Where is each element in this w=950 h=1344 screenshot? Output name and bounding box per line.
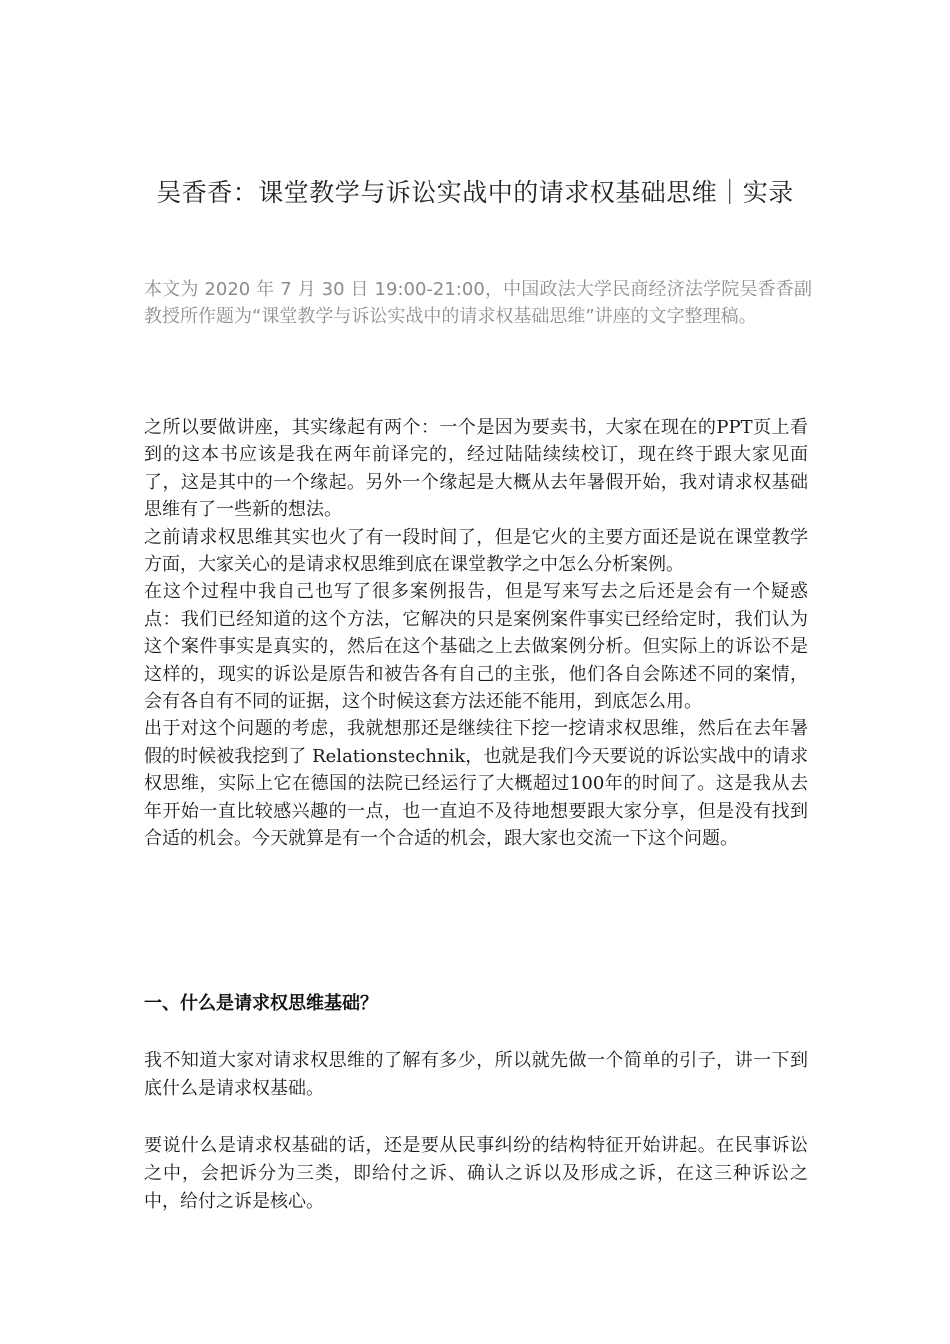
section-paragraph: 要说什么是请求权基础的话，还是要从民事纠纷的结构特征开始讲起。在民事诉讼之中，会把诉分为三类，即给付之诉、确认之诉以及形成之诉，在这三种诉讼之中，给付之诉是核心。 [144,1135,808,1212]
body-paragraph: 在这个过程中我自己也写了很多案例报告，但是写来写去之后还是会有一个疑惑点：我们已经知道的这个方法，它解决的只是案例案件事实已经给定时，我们认为这个案件事实是真实的，然后在这个基础之上去做案例分析。但实际上的诉讼不是这样的，现实的诉讼是原告和被告各有自己的主张，他们各自会陈述不同的案情，会有各自有不同的证据，这个时候这套方法还能不能用，到底怎么用。 [144,581,808,713]
section-paragraph: 我不知道大家对请求权思维的了解有多少，所以就先做一个简单的引子，讲一下到底什么是请求权基础。 [144,1050,808,1099]
article-body [144,414,808,853]
article-title: 吴香香：课堂教学与诉讼实战中的请求权基础思维｜实录 [156,178,794,207]
section-heading: 一、什么是请求权思维基础？ [144,993,378,1014]
body-paragraph: 出于对这个问题的考虑，我就想那还是继续往下挖一挖请求权思维，然后在去年暑假的时候被我挖到了 Relationstechnik，也就是我们今天要说的诉讼实战中的请求权思维，实际上它在德国的法院已经运行了大概超过100年的时间了。这是我从去年开始一直比较感兴趣的一点，也一直迫不及待地想要跟大家分享，但是没有找到合适的机会。今天就算是有一个合适的机会，跟大家也交流一下这个问题。 [144,718,808,850]
body-paragraph: 之前请求权思维其实也火了有一段时间了，但是它火的主要方面还是说在课堂教学方面，大家关心的是请求权思维到底在课堂教学之中怎么分析案例。 [144,526,808,576]
article-intro: 本文为 2020 年 7 月 30 日 19:00-21:00，中国政法大学民商经济法学院吴香香副教授所作题为“课堂教学与诉讼实战中的请求权基础思维”讲座的文字整理稿。 [144,279,812,327]
body-paragraph: 之所以要做讲座，其实缘起有两个：一个是因为要卖书，大家在现在的PPT页上看到的这本书应该是我在两年前译完的，经过陆陆续续校订，现在终于跟大家见面了，这是其中的一个缘起。另外一个缘起是大概从去年暑假开始，我对请求权基础思维有了一些新的想法。 [144,417,808,521]
